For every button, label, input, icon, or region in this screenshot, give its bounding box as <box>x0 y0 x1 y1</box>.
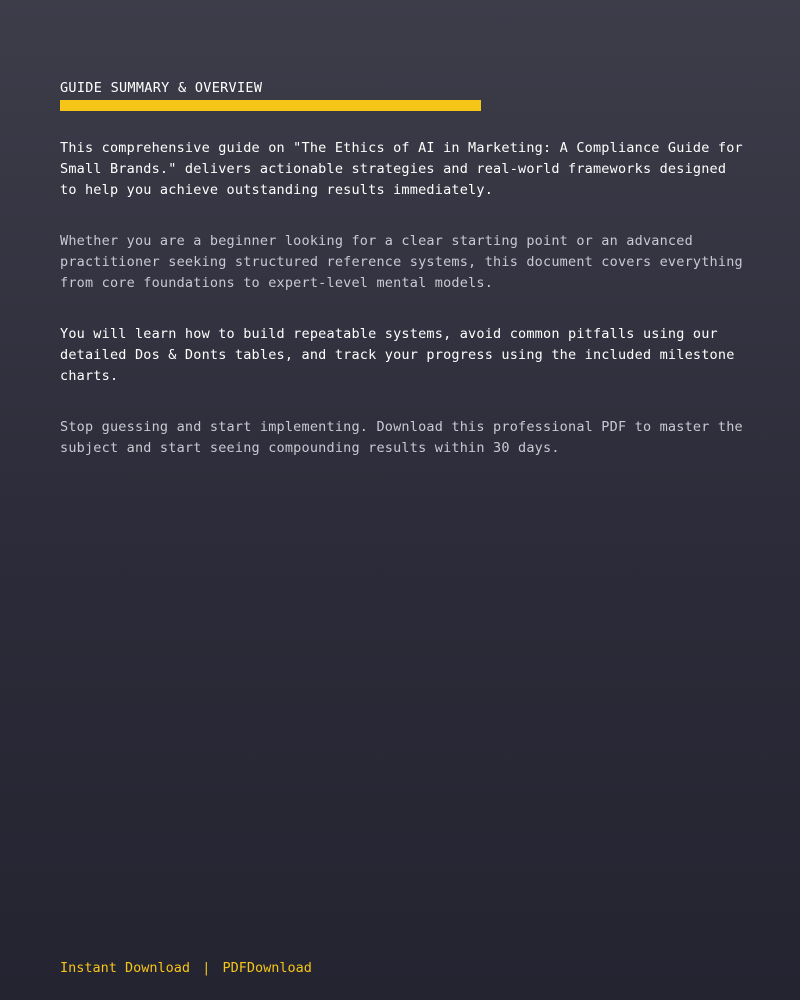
paragraph-call-to-action: Stop guessing and start implementing. Download this professional PDF to master the subject and start seeing compounding results within 30 days. <box>60 419 743 456</box>
paragraph-learning: You will learn how to build repeatable systems, avoid common pitfalls using our detailed Dos & Donts tables, and track your progress using the included milestone charts. <box>60 326 735 384</box>
footer <box>60 958 312 978</box>
summary-content <box>60 138 750 489</box>
paragraph-audience: Whether you are a beginner looking for a clear starting point or an advanced practitioner seeking structured reference systems, this document covers everything from core foundations to expert-level mental models. <box>60 233 743 291</box>
footer-brand: PDFDownload <box>222 960 312 976</box>
section-title: GUIDE SUMMARY & OVERVIEW <box>60 80 263 96</box>
footer-instant-download: Instant Download <box>60 960 191 976</box>
paragraph-intro: This comprehensive guide on "The Ethics of AI in Marketing: A Compliance Guide for Small Brands." delivers actionable strategies and real-world frameworks designed to help you achieve outstanding results immediately. <box>60 140 743 198</box>
footer-separator: | <box>202 960 211 976</box>
title-accent-bar <box>60 100 481 111</box>
